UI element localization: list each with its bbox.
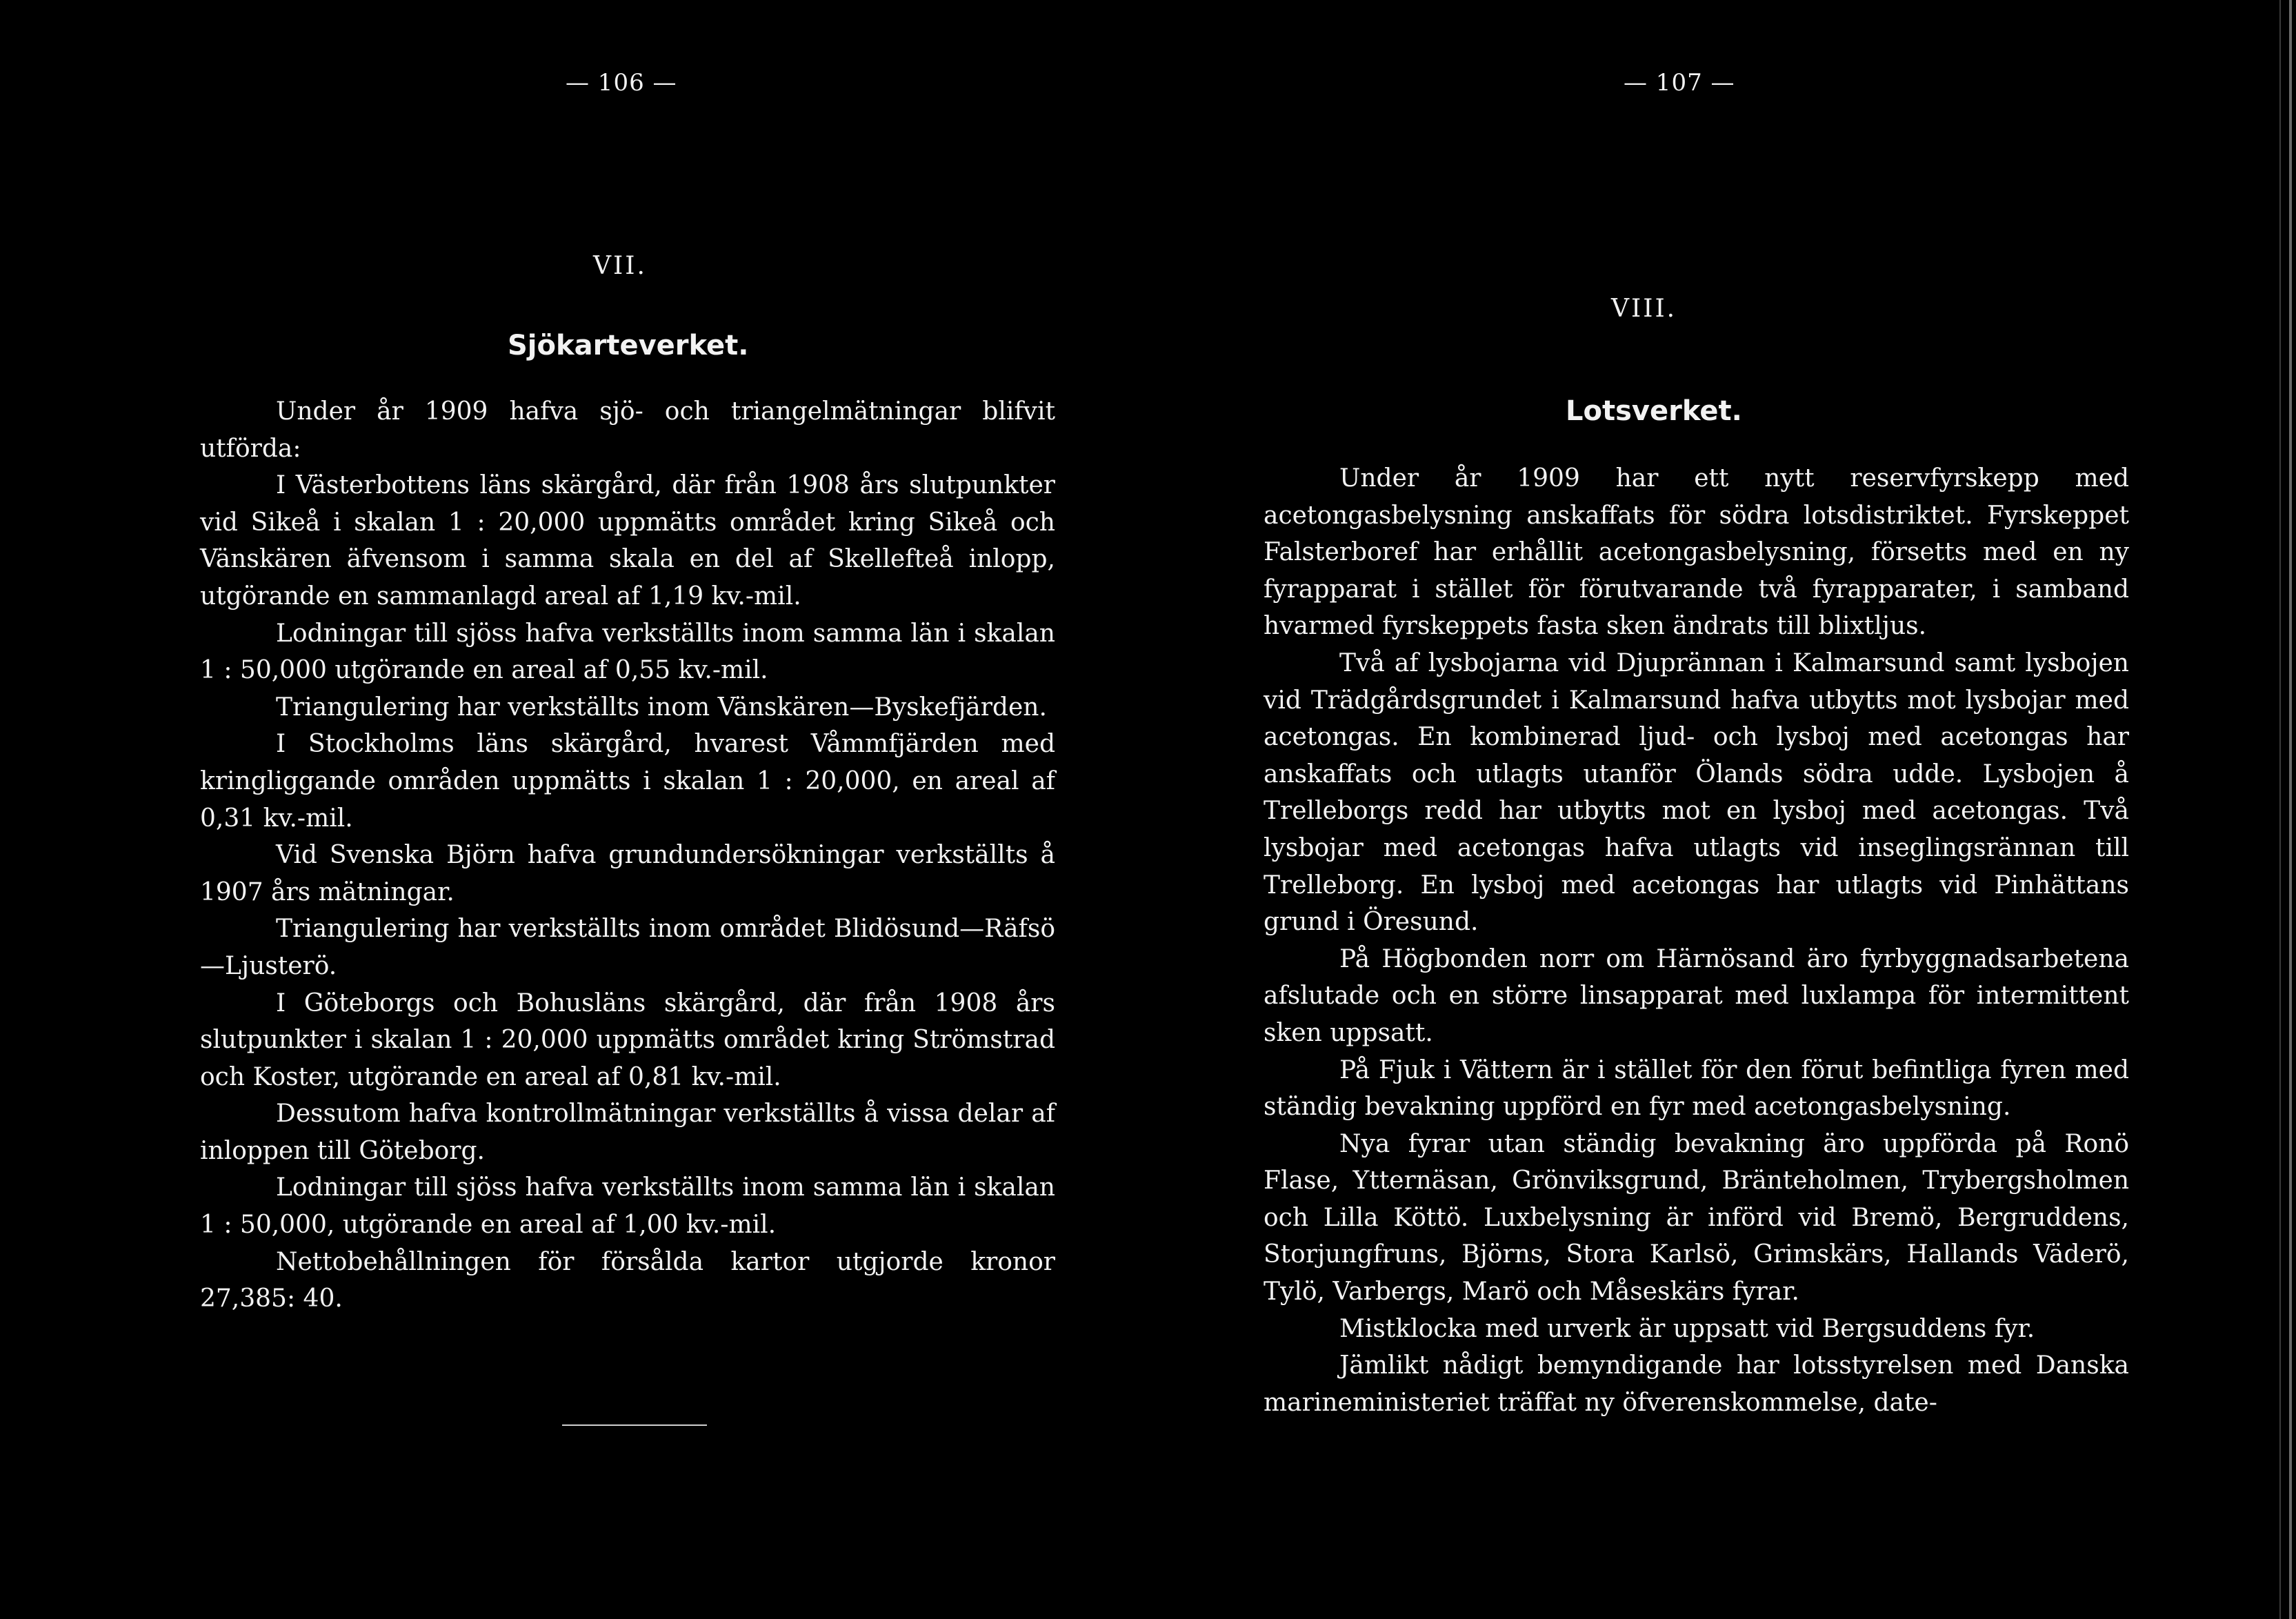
paragraph: Triangulering har verkställts inom området Blidösund—Räfsö—Ljusterö. [200,915,1055,980]
paragraph: Triangulering har verkställts inom Vänskären—Byskefjärden. [276,693,1047,722]
page-edge-shadow [2279,0,2281,1619]
right-page [1148,0,2296,1619]
paragraph: Under år 1909 har ett nytt reservfyrskepp med acetongasbelysning anskaffats för södra lotsdistriktet. Fyrskeppet Falsterboref har erhållit acetongasbelysning, försetts med en ny fyrapparat i stället för förutvarande två fyrapparater, i samband hvarmed fyrskeppets fasta sken ändrats till blixtljus. [1264,464,2129,641]
paragraph: Under år 1909 hafva sjö- och triangelmätningar blifvit utförda: [200,397,1055,463]
paragraph: Nya fyrar utan ständig bevakning äro uppförda på Ronö Flase, Ytternäsan, Grönviksgrund, Bränteholmen, Trybergsholmen och Lilla Köttö. Luxbelysning är införd vid Bremö, Bergruddens, Storjungfruns, Björns, Stora Karlsö, Grimskärs, Hallands Väderö, Tylö, Varbergs, Marö och Måseskärs fyrar. [1264,1129,2129,1307]
paragraph: I Stockholms läns skärgård, hvarest Våmmfjärden med kringliggande områden uppmätts i skalan 1 : 20,000, en areal af 0,31 kv.-mil. [200,730,1055,833]
paragraph: Dessutom hafva kontrollmätningar verkställts å vissa delar af inloppen till Göteborg. [200,1100,1055,1165]
paragraph: Två af lysbojarna vid Djuprännan i Kalmarsund samt lysbojen vid Trädgårdsgrundet i Kalmarsund hafva utbytts mot lysbojar med acetongas. En kombinerad ljud- och lysboj med acetongas har anskaffats och utlagts utanför Ölands södra udde. Lysbojen å Trelleborgs redd har utbytts mot en lysboj med acetongas. Två lysbojar med acetongas hafva utlagts vid inseglingsrännan till Trelleborg. En lysboj med acetongas har utlagts vid Pinhättans grund i Öresund. [1264,648,2129,937]
page-edge [2289,0,2292,1619]
section-title: Sjökarteverket. [508,330,749,361]
closing-rule [562,1424,707,1426]
paragraph: I Västerbottens läns skärgård, där från 1908 års slutpunkter vid Sikeå i skalan 1 : 20,000 uppmätts området kring Sikeå och Vänskären äfvensom i samma skala en del af Skellefteå inlopp, utgörande en sammanlagd areal af 1,19 kv.-mil. [200,471,1055,610]
paragraph: Vid Svenska Björn hafva grundundersökningar verkställts å 1907 års mätningar. [200,841,1055,906]
paragraph: Nettobehållningen för försålda kartor utgjorde kronor 27,385: 40. [200,1247,1055,1313]
paragraph: På Fjuk i Vättern är i stället för den förut befintliga fyren med ständig bevakning uppförd en fyr med acetongasbelysning. [1264,1055,2129,1122]
paragraph: Mistklocka med urverk är uppsatt vid Bergsuddens fyr. [1339,1314,2035,1343]
paragraph: Jämlikt nådigt bemyndigande har lotsstyrelsen med Danska marineministeriet träffat ny öfverenskommelse, date- [1264,1351,2129,1417]
section-number: VIII. [1611,295,1677,323]
paragraph: Lodningar till sjöss hafva verkställts inom samma län i skalan 1 : 50,000, utgörande en areal af 1,00 kv.-mil. [200,1173,1055,1240]
body-text [1264,460,2129,1421]
paragraph: Lodningar till sjöss hafva verkställts inom samma län i skalan 1 : 50,000 utgörande en areal af 0,55 kv.-mil. [200,619,1055,685]
page-number: — 107 — [1624,69,1735,97]
body-text [200,393,1055,1318]
paragraph: I Göteborgs och Bohusläns skärgård, där från 1908 års slutpunkter i skalan 1 : 20,000 uppmätts området kring Strömstrad och Koster, utgörande en areal af 0,81 kv.-mil. [200,989,1055,1091]
paragraph: På Högbonden norr om Härnösand äro fyrbyggnadsarbetena afslutade och en större linsapparat med luxlampa för intermittent sken uppsatt. [1264,944,2129,1047]
section-title: Lotsverket. [1566,395,1742,427]
page-number: — 106 — [566,69,677,97]
section-number: VII. [593,252,647,280]
